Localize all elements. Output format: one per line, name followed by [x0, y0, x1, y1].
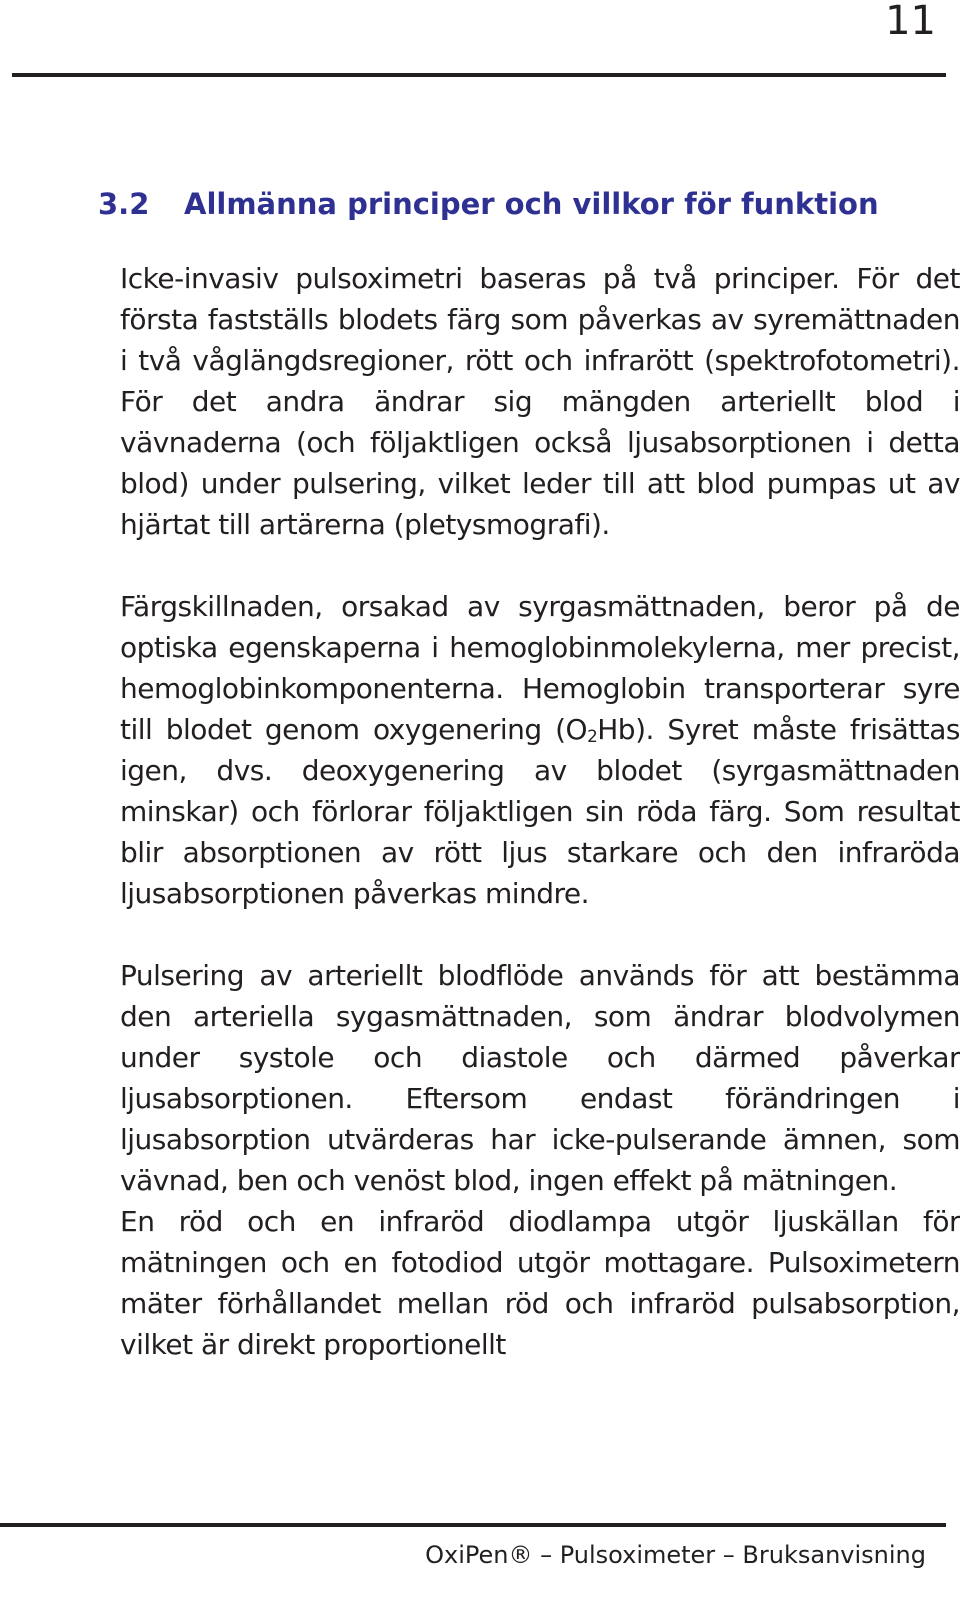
section-number: 3.2	[98, 187, 150, 221]
paragraph-principles: Icke-invasiv pulsoximetri baseras på två principer. För det första fastställs blodets färg som påverkas av syremättnaden i två våglängdsregioner, rött och infrarött (spektrofotometri). För det andra ändrar sig mängden arteriellt blod i vävnaderna (och följaktligen också ljusabsorptionen i detta blod) under pulsering, vilket leder till att blod pumpas ut av hjärtat till artärerna (pletysmografi).	[120, 262, 960, 541]
paragraph-color-difference-end: Hb). Syret måste frisättas igen, dvs. deoxygenering av blodet (syrgasmättnaden minskar) och förlorar följaktligen sin röda färg. Som resultat blir absorptionen av rött ljus starkare och den infraröda ljusabsorptionen påverkas mindre.	[120, 713, 960, 910]
footer-title: OxiPen® – Pulsoximeter – Bruksanvisning	[425, 1541, 926, 1569]
page-number: 11	[885, 0, 936, 44]
section-heading	[98, 186, 879, 222]
paragraph-color-difference	[120, 586, 960, 914]
oxygen-subscript: 2	[587, 726, 598, 746]
paragraph-color-difference-start: Färgskillnaden, orsakad av syrgasmättnaden, beror på de optiska egenskaperna i hemoglobinmolekylerna, mer precist, hemoglobinkomponenterna. Hemoglobin transporterar syre till blodet genom oxygenering (O	[120, 590, 960, 746]
section-title: Allmänna principer och villkor för funktion	[184, 187, 879, 221]
paragraph-light-source: En röd och en infraröd diodlampa utgör ljuskällan för mätningen och en fotodiod utgör mottagare. Pulsoximetern mäter förhållandet mellan röd och infraröd pulsabsorption, vilket är direkt proportionellt	[120, 1205, 960, 1361]
header-rule	[12, 73, 946, 77]
footer-rule	[0, 1523, 946, 1527]
paragraph-pulsation: Pulsering av arteriellt blodflöde används för att bestämma den arteriella sygasmättnaden, som ändrar blodvolymen under systole och diastole och därmed påverkar ljusabsorptionen. Eftersom endast förändringen i ljusabsorption utvärderas har icke-pulserande ämnen, som vävnad, ben och venöst blod, ingen effekt på mätningen.	[120, 959, 960, 1197]
body-text	[120, 258, 960, 1365]
